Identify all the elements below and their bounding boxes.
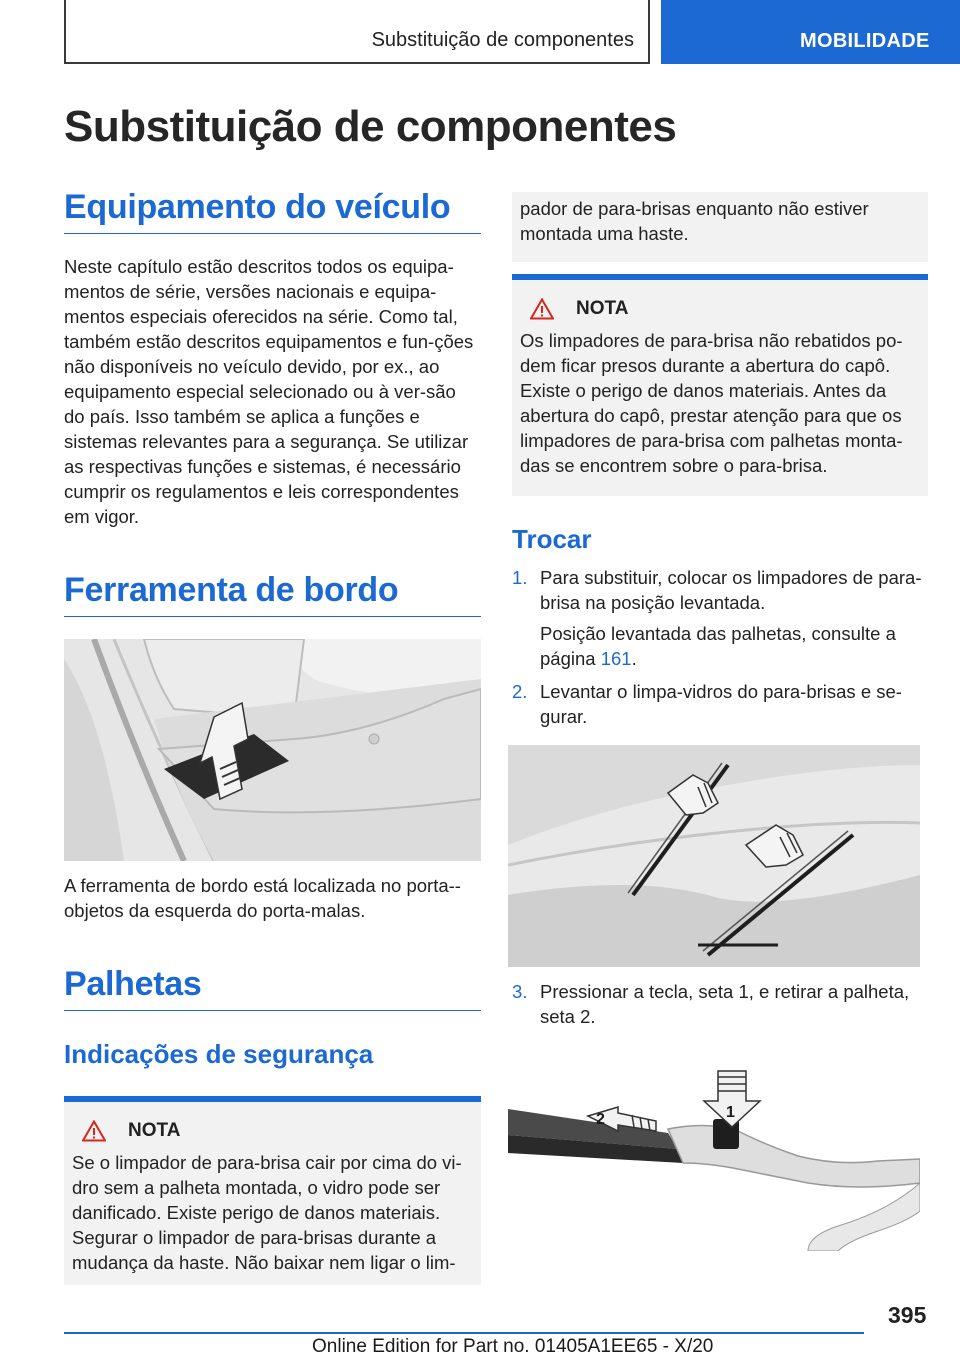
wiper-blade-illustration xyxy=(508,1051,920,1251)
arrow-label-2: 2 xyxy=(596,1111,605,1128)
arrow-label-1: 1 xyxy=(726,1104,735,1121)
equipamento-text: Neste capítulo estão descritos todos os equipa-mentos de série, versões nacionais e equipa-mentos especiais oferecidos na série. Como tal, também estão descritos equipamentos e fun-ções não disponíveis no veículo devido, por ex., ao equipamento especial selecionado ou à ver-são do país. Isso também se aplica a funções e sistemas relevantes para a segurança. Se utilizar as respectivas funções e sistemas, é necessário cumprir os regulamentos e leis correspondentes em vigor. xyxy=(64,256,474,527)
heading-palhetas: Palhetas xyxy=(64,965,481,1011)
note-text: Os limpadores de para-brisa não rebatidos po-dem ficar presos durante a abertura do capô. Existe o perigo de danos materiais. Antes da abertura do capô, prestar atenção para que os limpadores de para-brisa com palhetas monta-das se encontrem sobre o para-brisa. xyxy=(520,330,903,476)
step-text: Levantar o limpa-vidros do para-brisas e se-gurar. xyxy=(540,681,902,727)
note-header xyxy=(72,1116,473,1146)
heading-seguranca: Indicações de segurança xyxy=(64,1039,374,1069)
running-header-section xyxy=(64,0,650,64)
step-text: Para substituir, colocar os limpadores de para-brisa na posição levantada. xyxy=(540,567,922,613)
windshield-illustration xyxy=(508,745,920,967)
step-number: 3. xyxy=(512,981,528,1002)
chapter-tab[interactable] xyxy=(661,0,960,64)
blade-removal-figure xyxy=(508,1051,920,1251)
note-box-1-continuation xyxy=(512,192,928,262)
right-column xyxy=(512,192,928,1251)
step-1 xyxy=(512,565,928,671)
subnote-text: Posição levantada das palhetas, consulte a página xyxy=(540,623,896,669)
note-text: Se o limpador de para-brisa cair por cima do vi-dro sem a palheta montada, o vidro pode ser danificado. Existe perigo de danos materiais. Segurar o limpador de para-brisas durante a mudança da haste. Não baixar nem ligar o lim- xyxy=(72,1152,462,1273)
note-label: NOTA xyxy=(128,1120,181,1141)
footer-rule xyxy=(64,1332,864,1334)
warning-triangle-icon xyxy=(82,1120,106,1142)
step-1-subnote xyxy=(540,621,928,671)
warning-triangle-icon xyxy=(530,298,554,320)
note-header xyxy=(520,294,920,324)
note-box-1 xyxy=(64,1096,481,1285)
note-continuation-text: pador de para-brisas enquanto não estiver montada uma haste. xyxy=(520,198,869,244)
heading-trocar: Trocar xyxy=(512,524,592,554)
page-link-161[interactable]: 161 xyxy=(600,648,632,669)
note-label: NOTA xyxy=(576,298,629,319)
chapter-tab-label: MOBILIDADE xyxy=(800,30,930,52)
step-number: 2. xyxy=(512,681,528,702)
step-3 xyxy=(512,979,928,1029)
tool-location-figure xyxy=(64,639,481,861)
step-number: 1. xyxy=(512,567,528,588)
subnote-end: . xyxy=(631,648,637,669)
ferramenta-caption: A ferramenta de bordo está localizada no porta--objetos da esquerda do porta-malas. xyxy=(64,875,461,921)
running-header-text: Substituição de componentes xyxy=(371,29,634,51)
step-2 xyxy=(512,679,928,729)
left-column xyxy=(64,188,481,1285)
page-number: 395 xyxy=(888,1302,927,1328)
steps-list-a xyxy=(512,565,928,729)
wiper-raise-figure xyxy=(508,745,920,967)
trunk-illustration xyxy=(64,639,481,861)
steps-list-b xyxy=(512,979,928,1029)
footer-edition: Online Edition for Part no. 01405A1EE65 - X/20 xyxy=(312,1336,714,1357)
heading-equipamento: Equipamento do veículo xyxy=(64,188,481,234)
note-box-2 xyxy=(512,274,928,496)
step-text: Pressionar a tecla, seta 1, e retirar a palheta, seta 2. xyxy=(540,981,910,1027)
page-title: Substituição de componentes xyxy=(64,102,677,151)
heading-ferramenta: Ferramenta de bordo xyxy=(64,571,481,617)
